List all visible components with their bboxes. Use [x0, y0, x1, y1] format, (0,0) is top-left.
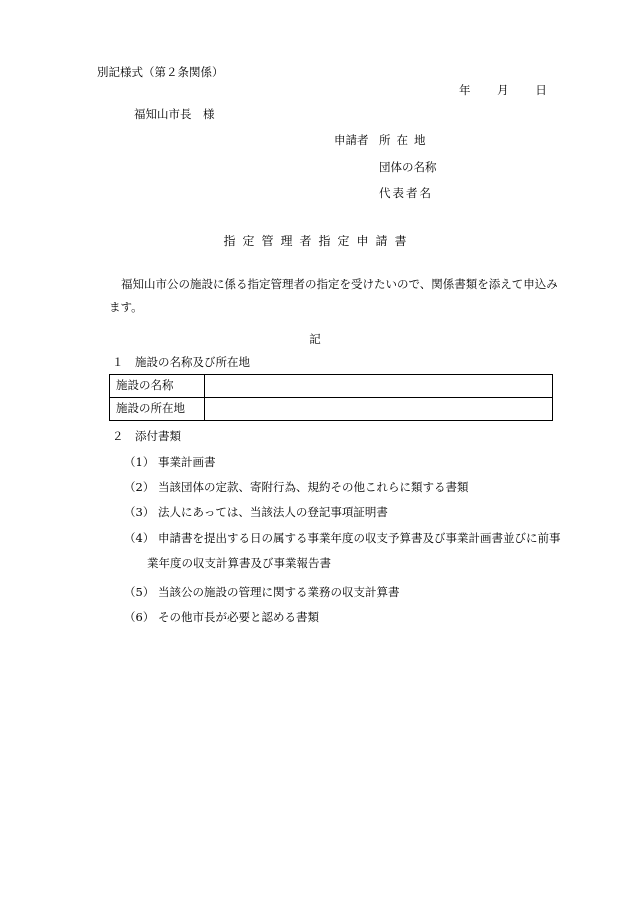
item-text-continuation: 業年度の収支計算書及び事業報告書 [147, 556, 331, 570]
applicant-representative-label: 代表者名 [379, 186, 433, 200]
table-row [110, 398, 553, 421]
item-text: 当該団体の定款、寄附行為、規約その他これらに類する書類 [158, 480, 469, 494]
applicant-address-label: 所在地 [379, 133, 432, 147]
list-item [124, 457, 216, 469]
date-line [459, 85, 547, 97]
form-label: 別記様式（第２条関係） [97, 65, 224, 79]
item-number: （5） [124, 585, 155, 599]
applicant-label: 申請者 [334, 133, 369, 147]
list-item [124, 482, 469, 494]
body-text-line-1: 福知山市公の施設に係る指定管理者の指定を受けたいので、関係書類を添えて申込み [121, 277, 558, 291]
date-month: 月 [497, 83, 509, 97]
item-text: 事業計画書 [158, 455, 216, 469]
item-number: （3） [124, 505, 155, 519]
table-row [110, 375, 553, 398]
date-year: 年 [459, 83, 471, 97]
applicant-org-name-label: 団体の名称 [379, 160, 437, 174]
facility-table [109, 374, 553, 421]
facility-address-field[interactable] [205, 398, 553, 421]
item-text: その他市長が必要と認める書類 [158, 610, 319, 624]
item-number: （4） [124, 531, 155, 545]
section-1-heading: １ 施設の名称及び所在地 [112, 355, 250, 369]
date-day: 日 [535, 83, 547, 97]
document-title: 指定管理者指定申請書 [223, 234, 414, 248]
addressee: 福知山市長 様 [134, 107, 215, 121]
item-text: 法人にあっては、当該法人の登記事項証明書 [158, 505, 388, 519]
item-number: （2） [124, 480, 155, 494]
ki-heading: 記 [309, 332, 321, 346]
list-item [124, 507, 388, 519]
item-text: 申請書を提出する日の属する事業年度の収支予算書及び事業計画書並びに前事 [158, 531, 561, 545]
facility-name-field[interactable] [205, 375, 553, 398]
body-text-line-2: ます。 [109, 300, 143, 314]
section-2-heading: ２ 添付書類 [112, 429, 181, 443]
facility-address-label: 施設の所在地 [110, 398, 205, 421]
list-item [124, 587, 400, 599]
list-item [124, 533, 561, 545]
item-text: 当該公の施設の管理に関する業務の収支計算書 [158, 585, 400, 599]
list-item [124, 612, 319, 624]
item-number: （6） [124, 610, 155, 624]
facility-name-label: 施設の名称 [110, 375, 205, 398]
item-number: （1） [124, 455, 155, 469]
